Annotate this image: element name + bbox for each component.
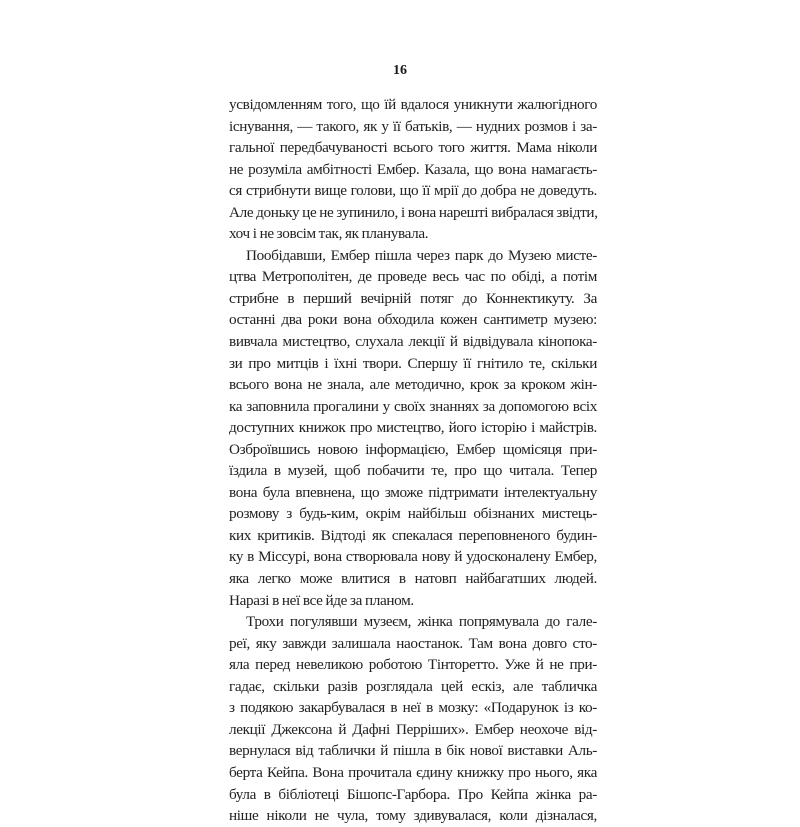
text-line: вернулася від таблички й пішла в бік нової виставки Аль- [229,742,597,760]
text-line: гадає, скільки разів розглядала цей ескіз, але табличка [229,677,597,695]
text-line: ких критиків. Відтоді як спекалася переповненого будин- [229,526,597,544]
text-line: всього вона не знала, але методично, крок за кроком жін- [229,376,597,394]
body-text [229,94,597,827]
text-line: яка легко може влитися в натовп найбагатших людей. [229,570,597,588]
text-line: зи про митців і їхні твори. Спершу її гнітило те, скільки [229,354,597,372]
text-line: Пообідавши, Ембер пішла через парк до Музею мисте- [246,246,597,264]
text-line: яла перед невеликою роботою Тінторетто. Уже й не при- [229,656,597,674]
text-line: Трохи погулявши музеєм, жінка попрямувала до гале- [246,613,597,631]
text-line: гальної передбачуваності всього того життя. Мама ніколи [229,139,597,157]
text-line: усвідомленням того, що їй вдалося уникнути жалюгідного [229,96,597,113]
text-line: Озброївшись новою інформацією, Ембер щомісяця при- [229,440,597,458]
text-line: лекції Джексона й Дафні Перріших». Ембер неохоче від- [229,720,597,738]
text-line: ся стрибнути вище голови, що її мрії до добра не доведуть. [229,182,597,200]
text-line: цтва Метрополітен, де проведе весь час по обіді, а потім [229,268,597,286]
text-line: вона була впевнена, що зможе підтримати інтелектуальну [229,483,597,501]
text-line: була в бібліотеці Бішопс-Гарбора. Про Кейпа жінка ра- [229,785,597,803]
text-line: Але доньку це не зупинило, і вона нарешті вибралася звідти, [229,203,598,221]
text-line: з подякою закарбувалася в неї в мозку: «Подарунок із ко- [229,699,597,717]
text-line: ку в Міссурі, вона створювала нову й удосконалену Ембер, [229,548,597,566]
text-line: останні два роки вона обходила кожен сантиметр музею: [229,311,597,329]
paragraph [229,611,597,826]
text-line: їздила в музей, щоб побачити те, про що читала. Тепер [229,462,597,480]
text-line: хоч і не зовсім так, як планувала. [229,225,429,243]
text-line: берта Кейпа. Вона прочитала єдину книжку про нього, яка [229,763,597,781]
paragraph [229,94,597,245]
text-line: вивчала мистецтво, слухала лекції й відвідувала кінопока- [229,333,597,351]
text-line: доступних книжок про мистецтво, його історію і майстрів. [229,419,597,437]
text-line: існування, — такого, як у її батьків, — нудних розмов і за- [229,117,597,135]
paragraph [229,245,597,611]
text-line: розмову з будь-ким, окрім найбільш обізнаних мистець- [229,505,597,523]
text-line: Наразі в неї все йде за планом. [229,591,414,609]
text-line: не розуміла амбітності Ембер. Казала, що вона намагаєть- [229,160,597,178]
text-line: реї, яку завжди залишала наостанок. Там вона довго сто- [229,634,597,652]
text-line: ніше ніколи не чула, тому здивувалася, коли дізналася, [229,807,597,825]
text-line: ка заповнила прогалини у своїх знаннях за допомогою всіх [229,397,597,415]
page-number: 16 [393,63,407,78]
text-line: стрибне в перший вечірній потяг до Коннектикуту. За [229,289,597,307]
